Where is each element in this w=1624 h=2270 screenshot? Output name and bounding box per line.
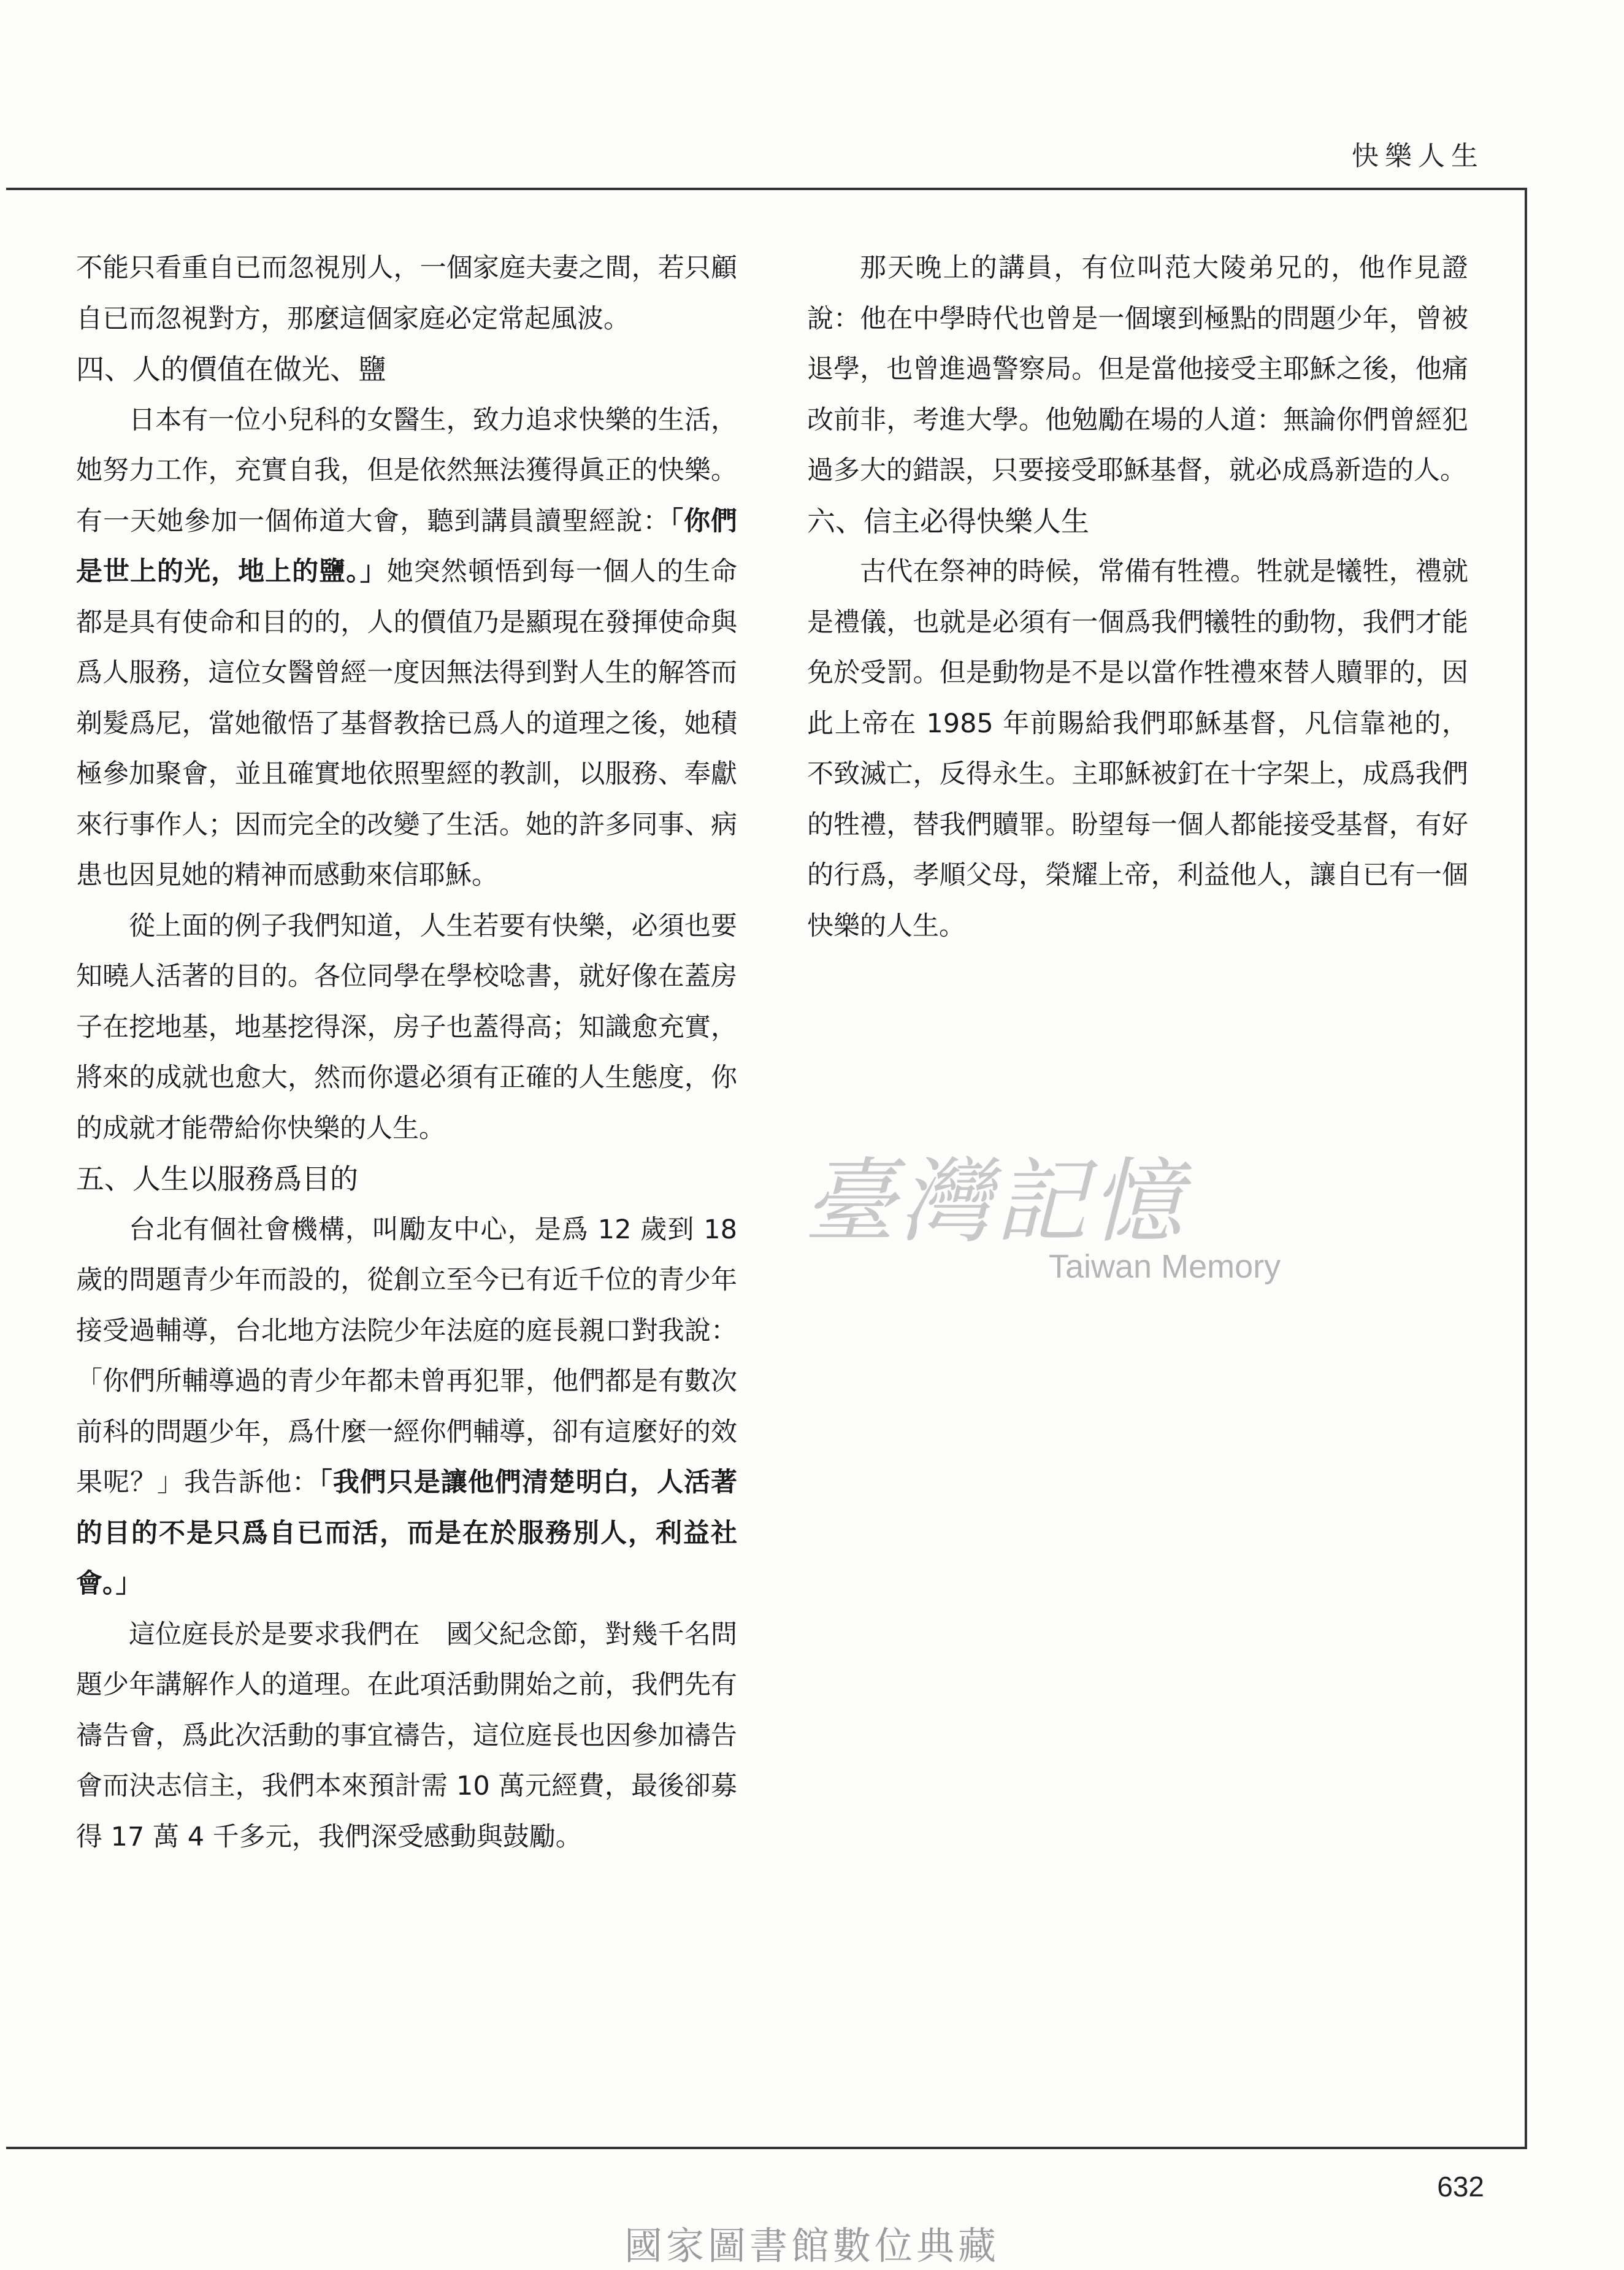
doctor-story-text-a: 日本有一位小兒科的女醫生，致力追求快樂的生活，她努力工作，充實自我，但是依然無法獲得眞正的快樂。有一天她參加一個佈道大會，聽到講員讀聖經說： [76, 404, 737, 537]
watermark-chinese: 臺灣記憶 [803, 1149, 1187, 1256]
paragraph-testimony: 那天晚上的講員，有位叫范大陵弟兄的，他作見證說：他在中學時代也曾是一個壞到極點的問題少年，曾被退學，也曾進過警察局。但是當他接受主耶穌之後，他痛改前非，考進大學。他勉勵在場的人道：無論你們曾經犯過多大的錯誤，只要接受耶穌基督，就必成爲新造的人。 [807, 253, 1468, 486]
left-column [76, 243, 737, 1862]
paragraph-sacrifice: 古代在祭神的時候，常備有牲禮。牲就是犧牲，禮就是禮儀，也就是必須有一個爲我們犧牲的動物，我們才能免於受罰。但是動物是不是以當作牲禮來替人贖罪的，因此上帝在 1985 年前賜給我們耶穌基督，凡信靠祂的，不致滅亡，反得永生。主耶穌被釘在十字架上，成爲我們的牲禮，替我們贖罪。盼望每一個人都能接受基督，有好的行爲，孝順父母，榮耀上帝，利益他人，讓自已有一個快樂的人生。 [807, 556, 1468, 941]
bible-quote: 「你們是世上的光，地上的鹽。」 [76, 505, 738, 587]
center-text: 台北有個社會機構，叫勵友中心，是爲 12 歲到 18 歲的問題青少年而設的，從創立至今已有近千位的青少年接受過輔導，台北地方法院少年法庭的庭長親口對我說：「你們所輔導過的青少年都未曾再犯罪，他們都是有數次前科的問題少年，爲什麼一經你們輔導，卻有這麼好的效果呢？」我告訴他： [76, 1214, 737, 1498]
doctor-story-text-b: 她突然頓悟到每一個人的生命都是具有使命和目的的，人的價值乃是顯現在發揮使命與爲人服務，這位女醫曾經一度因無法得到對人生的解答而剃髮爲尼，當她徹悟了基督教捨已爲人的道理之後，她積極參加聚會，並且確實地依照聖經的教訓，以服務、奉獻來行事作人；因而完全的改變了生活。她的許多同事、病患也因見她的精神而感動來信耶穌。 [76, 556, 737, 891]
right-column [807, 243, 1468, 951]
section-heading-5: 五、人生以服務爲目的 [76, 1162, 358, 1195]
paragraph-judge: 這位庭長於是要求我們在 國父紀念節，對幾千名問題少年講解作人的道理。在此項活動開始之前，我們先有禱告會，爲此次活動的事宜禱告，這位庭長也因參加禱告會而決志信主，我們本來預計需 10 萬元經費，最後卻募得 17 萬 4 千多元，我們深受感動與鼓勵。 [76, 1619, 737, 1852]
paragraph-center [76, 1205, 737, 1609]
watermark-english: Taiwan Memory [1049, 1248, 1281, 1285]
section-heading-4: 四、人的價值在做光、鹽 [76, 353, 386, 386]
paragraph-doctor-story [76, 395, 737, 901]
service-quote: 「我們只是讓他們清楚明白，人活著的目的不是只爲自已而活，而是在於服務別人，利益社會。」 [76, 1467, 737, 1599]
page-number: 632 [1437, 2171, 1484, 2203]
library-footer-mark: 國家圖書館數位典藏 [624, 2223, 1000, 2268]
taiwan-memory-watermark [803, 1127, 1288, 1299]
running-title: 快樂人生 [1352, 140, 1484, 172]
paragraph-purpose: 從上面的例子我們知道，人生若要有快樂，必須也要知曉人活著的目的。各位同學在學校唸書，就好像在蓋房子在挖地基，地基挖得深，房子也蓋得高；知識愈充實，將來的成就也愈大，然而你還必須有正確的人生態度，你的成就才能帶給你快樂的人生。 [76, 910, 737, 1144]
section-heading-6: 六、信主必得快樂人生 [807, 504, 1089, 538]
paragraph-continuation: 不能只看重自已而忽視別人，一個家庭夫妻之間，若只顧自已而忽視對方，那麼這個家庭必定常起風波。 [76, 253, 737, 334]
